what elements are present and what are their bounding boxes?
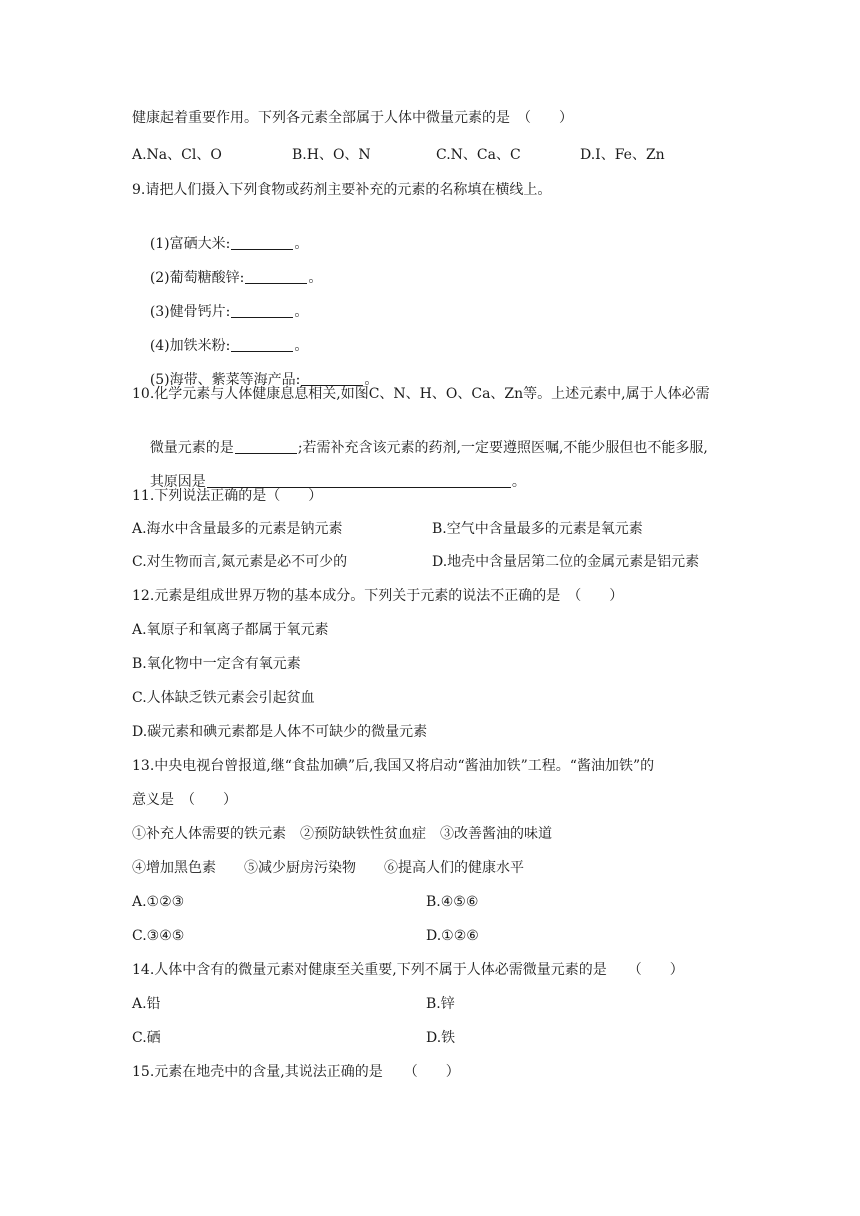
q13-line-1: 13.中央电视台曾报道,继“食盐加碘”后,我国又将启动“酱油加铁”工程。“酱油加铁”的 [132,758,655,774]
q12-option-c: C.人体缺乏铁元素会引起贫血 [132,690,315,706]
q13-option-c: C.③④⑤ [132,928,185,944]
q14-option-a: A.铅 [132,996,161,1012]
q9-stem: 9.请把人们摄入下列食物或药剂主要补充的元素的名称填在横线上。 [132,182,552,198]
q11-option-a: A.海水中含量最多的元素是钠元素 [132,521,343,537]
q9-item-end: 。 [294,304,309,320]
q8-option-c: C.N、Ca、C [436,147,521,163]
q12-option-d: D.碳元素和碘元素都是人体不可缺少的微量元素 [132,724,428,740]
q10-line-3 [132,452,526,490]
q9-item-1 [132,214,309,252]
q9-item-end: 。 [294,338,309,354]
q14-stem: 14.人体中含有的微量元素对健康至关重要,下列不属于人体必需微量元素的是 （ ） [132,962,684,978]
q13-option-a: A.①②③ [132,894,185,910]
q8-option-b: B.H、O、N [292,147,371,163]
q8-stem-tail: 健康起着重要作用。下列各元素全部属于人体中微量元素的是 （ ） [132,110,573,126]
q10-line3-a: 其原因是 [149,474,206,490]
q14-option-b: B.锌 [426,996,455,1012]
q9-item-label: (2)葡萄糖酸锌: [149,270,245,286]
q8-option-d: D.I、Fe、Zn [580,147,665,163]
q10-line3-b: 。 [511,474,526,490]
q10-line-1: 10.化学元素与人体健康息息相关,如图C、N、H、O、Ca、Zn等。上述元素中,属于人体必需 [132,386,710,402]
q9-item-label: (4)加铁米粉: [149,338,231,354]
q11-option-c: C.对生物而言,氮元素是必不可少的 [132,554,348,570]
q13-option-d: D.①②⑥ [426,928,479,944]
q10-line2-b: ;若需补充含该元素的药剂,一定要遵照医嘱,不能少服但也不能多服, [297,440,708,456]
q12-stem: 12.元素是组成世界万物的基本成分。下列关于元素的说法不正确的是 （ ） [132,588,624,604]
q9-item-end: 。 [294,236,309,252]
q11-option-b: B.空气中含量最多的元素是氧元素 [432,521,643,537]
q15-stem: 15.元素在地壳中的含量,其说法正确的是 （ ） [132,1064,460,1080]
q9-item-5 [132,350,379,388]
q14-option-d: D.铁 [426,1030,456,1046]
q11-stem: 11.下列说法正确的是（ ） [132,488,323,504]
q13-line-2: 意义是 （ ） [132,792,237,808]
q12-option-b: B.氧化物中一定含有氧元素 [132,656,301,672]
q9-item-2 [132,248,323,286]
q9-item-end: 。 [364,372,379,388]
q10-line2-a: 微量元素的是 [149,440,234,456]
q11-option-d: D.地壳中含量居第二位的金属元素是铝元素 [432,554,700,570]
q12-option-a: A.氧原子和氧离子都属于氧元素 [132,622,329,638]
q14-option-c: C.硒 [132,1030,161,1046]
q9-item-label: (3)健骨钙片: [149,304,231,320]
q9-item-3 [132,282,309,320]
q10-line-2 [132,418,708,456]
q13-option-b: B.④⑤⑥ [426,894,479,910]
q9-item-label: (1)富硒大米: [149,236,231,252]
q9-item-4 [132,316,309,354]
q9-item-end: 。 [308,270,323,286]
q9-item-label: (5)海带、紫菜等海产品: [149,372,301,388]
q13-choices-2: ④增加黑色素 ⑤减少厨房污染物 ⑥提高人们的健康水平 [132,860,524,876]
q13-choices-1: ①补充人体需要的铁元素 ②预防缺铁性贫血症 ③改善酱油的味道 [132,826,552,842]
q8-option-a: A.Na、Cl、O [132,147,222,163]
